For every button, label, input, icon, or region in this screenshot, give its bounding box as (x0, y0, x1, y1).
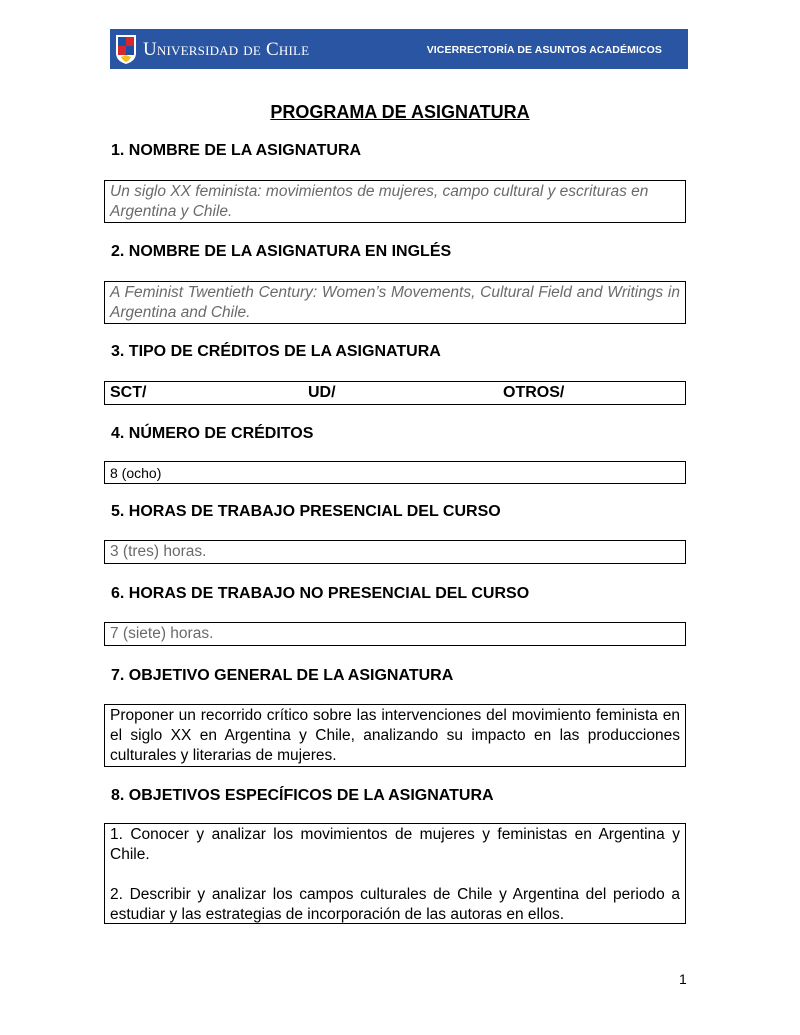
section-1-heading: 1. NOMBRE DE LA ASIGNATURA (111, 142, 362, 159)
document-title: PROGRAMA DE ASIGNATURA (270, 102, 530, 122)
section-8-box (104, 823, 686, 924)
section-7-heading: 7. OBJETIVO GENERAL DE LA ASIGNATURA (111, 667, 454, 684)
specific-objective-1: 1. Conocer y analizar los movimientos de mujeres y feministas en Argentina y Chile. (110, 826, 680, 863)
university-crest-icon (115, 33, 137, 65)
vice-rectorate-label: VICERRECTORÍA DE ASUNTOS ACADÉMICOS (426, 44, 662, 56)
section-5-heading: 5. HORAS DE TRABAJO PRESENCIAL DEL CURSO (111, 503, 501, 520)
course-name-english: A Feminist Twentieth Century: Women’s Movements, Cultural Field and Writings in Argentina and Chile. (110, 284, 680, 321)
remote-hours: 7 (siete) horas. (110, 625, 214, 642)
general-objective: Proponer un recorrido crítico sobre las intervenciones del movimiento feminista en el siglo XX en Argentina y Chile, analizando su impacto en las producciones culturales y literarias de mujeres. (110, 707, 680, 764)
university-name: Universidad de Chile (143, 39, 310, 60)
credit-count: 8 (ocho) (110, 465, 162, 481)
section-4-box (104, 461, 686, 484)
section-6-heading: 6. HORAS DE TRABAJO NO PRESENCIAL DEL CURSO (111, 585, 530, 602)
specific-objective-2: 2. Describir y analizar los campos culturales de Chile y Argentina del periodo a estudiar y las estrategias de incorporación de las autoras en ellos. (110, 886, 680, 923)
section-7-box (104, 704, 686, 767)
header-banner (110, 29, 688, 69)
in-person-hours: 3 (tres) horas. (110, 543, 207, 560)
section-2-box (104, 281, 686, 324)
section-5-box (104, 540, 686, 564)
section-2-heading: 2. NOMBRE DE LA ASIGNATURA EN INGLÉS (111, 243, 452, 260)
section-4-heading: 4. NÚMERO DE CRÉDITOS (111, 425, 314, 442)
section-8-heading: 8. OBJETIVOS ESPECÍFICOS DE LA ASIGNATURA (111, 787, 494, 804)
section-3-heading: 3. TIPO DE CRÉDITOS DE LA ASIGNATURA (111, 343, 441, 360)
credit-type-otros: OTROS/ (503, 384, 565, 401)
course-name: Un siglo XX feminista: movimientos de mujeres, campo cultural y escrituras en Argentina y Chile. (110, 183, 649, 220)
credit-type-ud: UD/ (308, 384, 336, 401)
credit-type-sct: SCT/ (110, 384, 147, 401)
page-number: 1 (679, 971, 687, 987)
section-1-box (104, 180, 686, 223)
objective-spacer (110, 865, 680, 885)
credit-types-box (104, 381, 686, 405)
section-6-box (104, 622, 686, 646)
